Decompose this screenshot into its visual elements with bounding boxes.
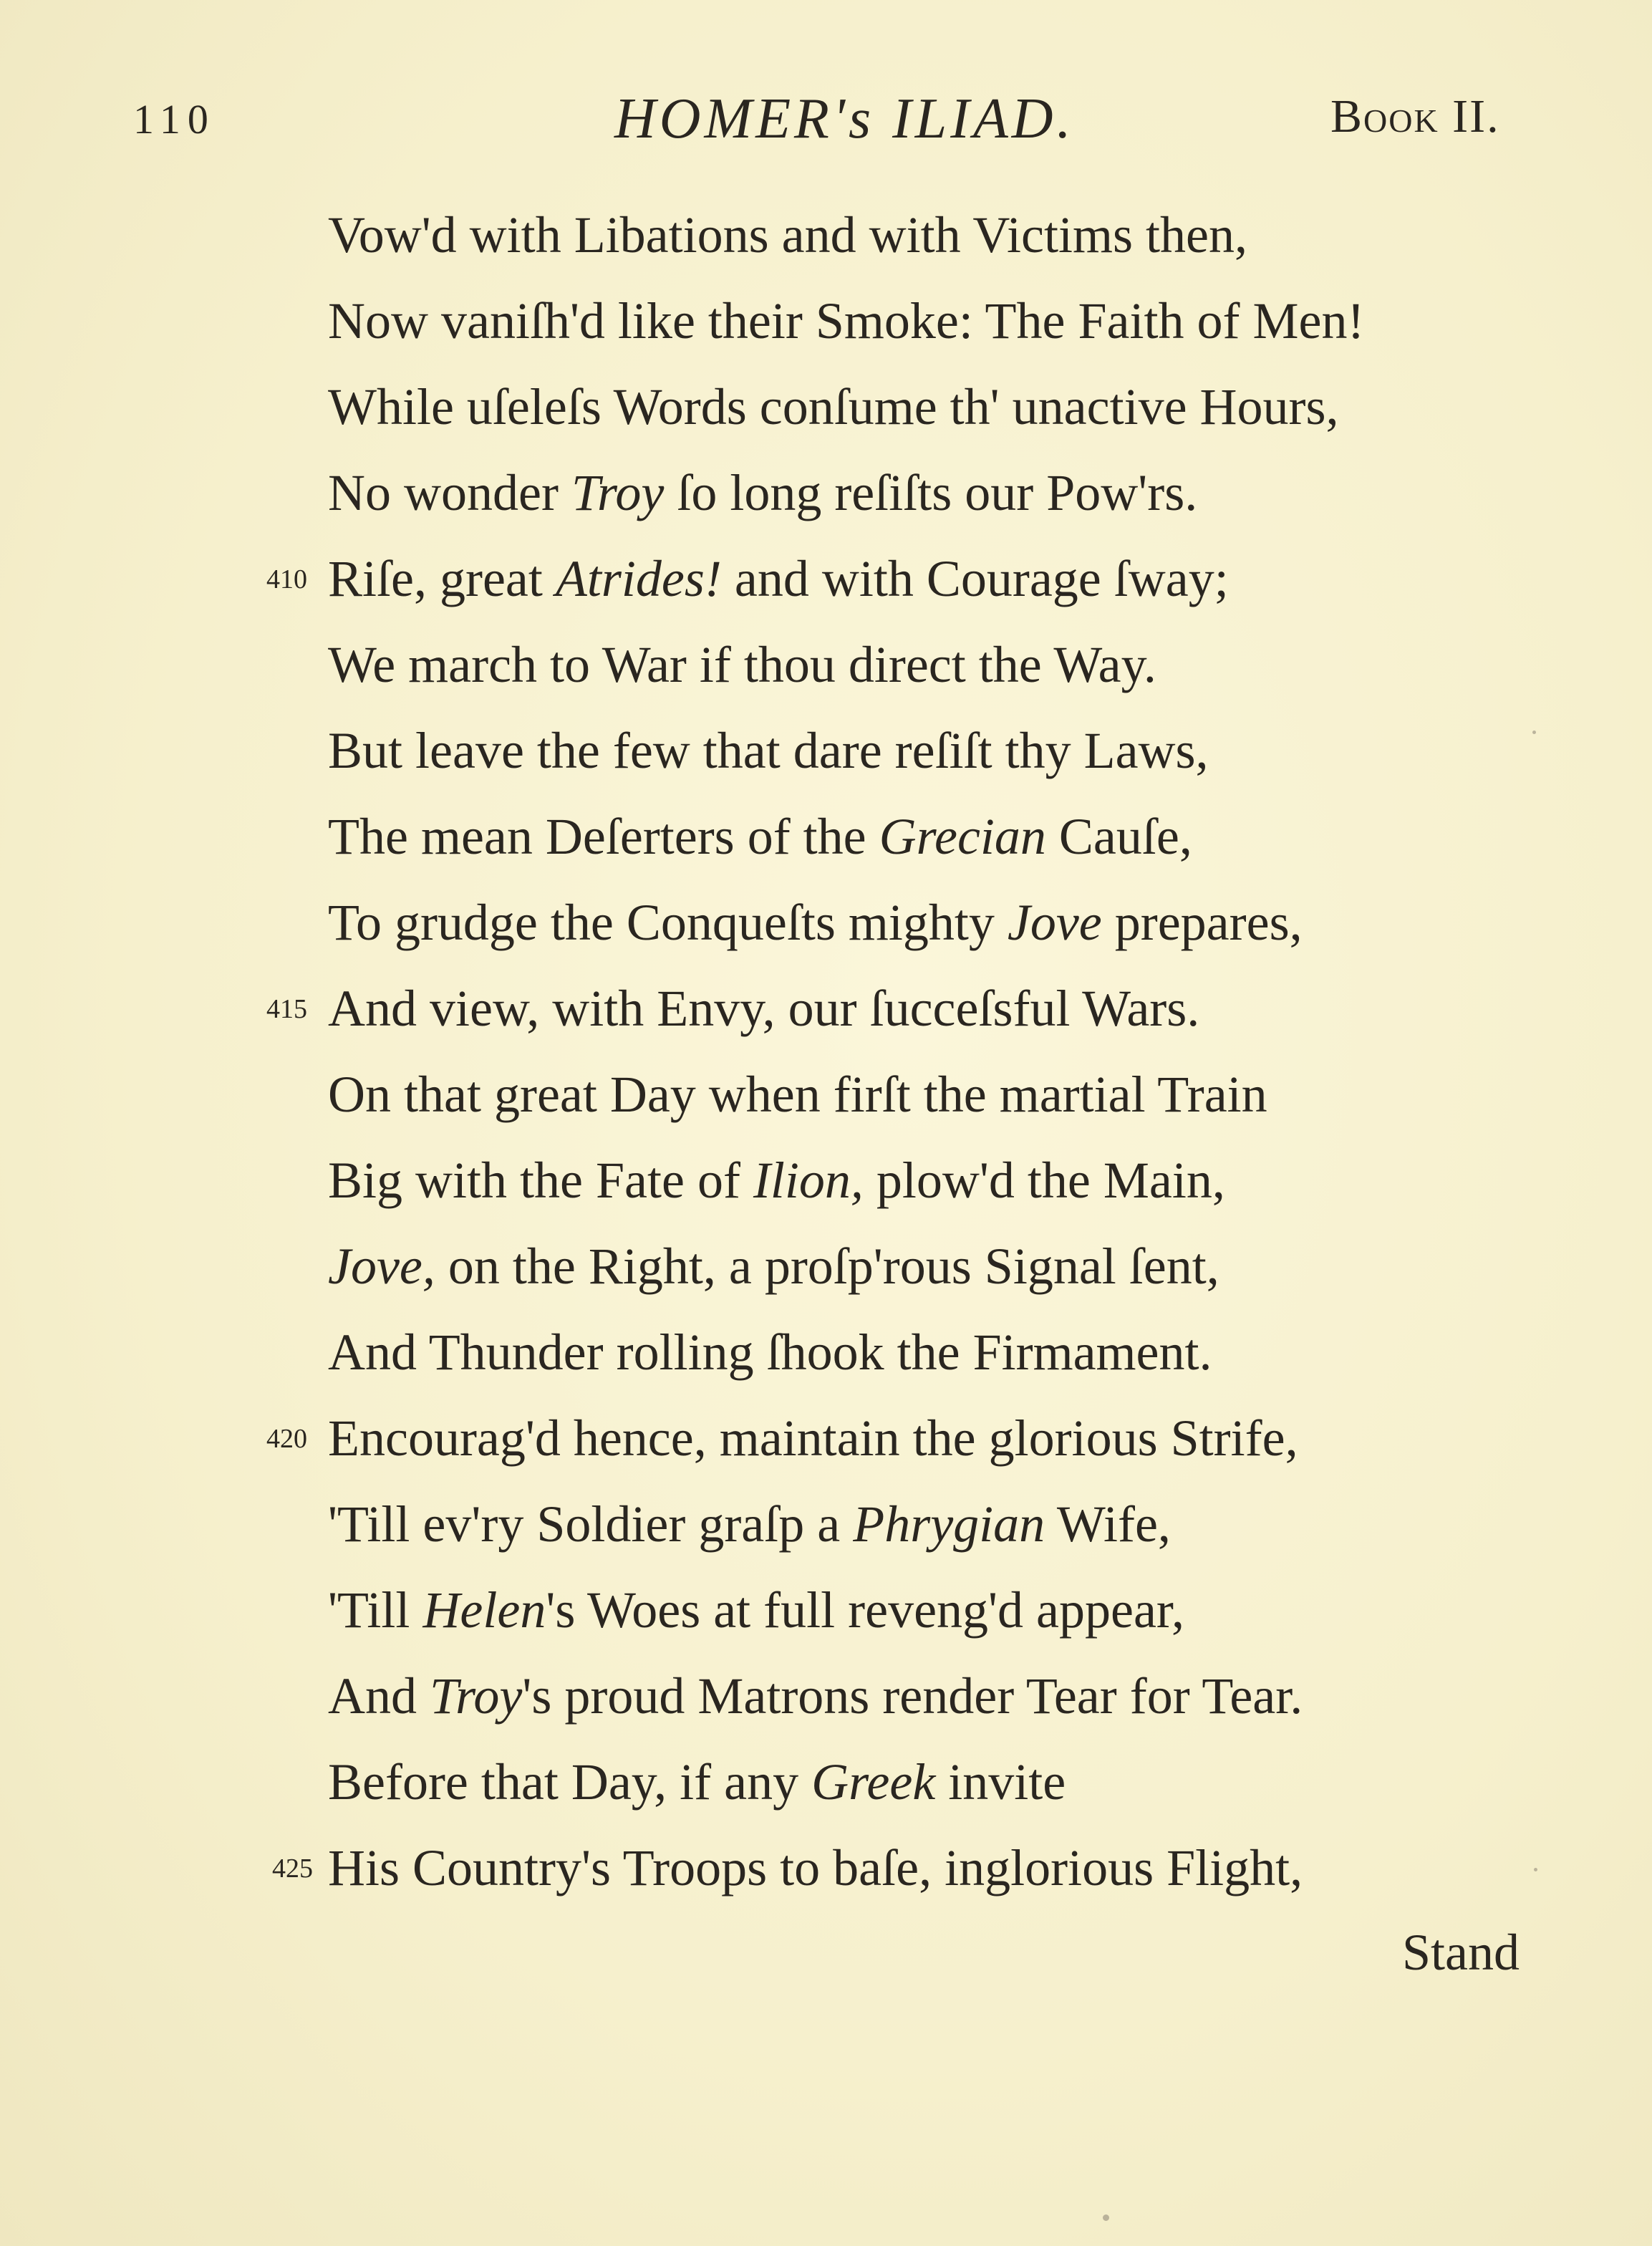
verse-text: Cauſe, — [1045, 808, 1192, 865]
verse-text: Vow'd with Libations and with Victims then, — [328, 206, 1247, 264]
verse-text: And — [328, 1667, 430, 1725]
verse-text: Now vaniſh'd like their Smoke: The Faith of Men! — [328, 292, 1365, 350]
verse-text: And view, with Envy, our ſucceſsful Wars. — [328, 980, 1200, 1037]
verse-text: His Country's Troops to baſe, inglorious Flight, — [328, 1839, 1303, 1896]
verse-line — [328, 1409, 1298, 1467]
verse-text: 's Woes at full reveng'd appear, — [546, 1581, 1184, 1639]
verse-line-number: 420 — [266, 1424, 307, 1454]
verse-italic-name: Greek — [811, 1753, 936, 1811]
verse-text: Encourag'd hence, maintain the glorious Strife, — [328, 1409, 1298, 1467]
verse-text: and with Courage ſway; — [721, 550, 1229, 607]
book-indicator: Book II. — [1330, 90, 1500, 143]
verse-line — [328, 722, 1209, 779]
verse-text: invite — [935, 1753, 1066, 1811]
paper-speck — [1534, 1868, 1537, 1871]
verse-line — [328, 292, 1365, 350]
verse-italic-name: Jove — [1007, 894, 1102, 951]
verse-line — [328, 1152, 1225, 1209]
verse-text: And Thunder rolling ſhook the Firmament. — [328, 1324, 1212, 1381]
verse-text: The mean Deſerters of the — [328, 808, 879, 865]
verse-text: prepares, — [1101, 894, 1303, 951]
verse-italic-name: Ilion, — [753, 1152, 864, 1209]
verse-text: ſo long reſiſts our Pow'rs. — [664, 464, 1198, 521]
verse-line-number: 410 — [266, 564, 307, 594]
verse-line — [328, 980, 1200, 1037]
verse-line — [328, 1066, 1267, 1123]
verse-text: We march to War if thou direct the Way. — [328, 636, 1156, 693]
verse-line — [328, 636, 1156, 693]
verse-line-number: 425 — [272, 1854, 313, 1884]
verse-line — [328, 1238, 1219, 1295]
verse-line — [328, 464, 1198, 521]
verse-italic-name: Helen — [422, 1581, 546, 1639]
verse-text: Big with the Fate of — [328, 1152, 753, 1209]
verse-line — [328, 1667, 1303, 1725]
verse-text: No wonder — [328, 464, 571, 521]
verse-line — [328, 1839, 1303, 1896]
verse-line — [328, 808, 1192, 865]
verse-text: plow'd the Main, — [863, 1152, 1225, 1209]
verse-line-number: 415 — [266, 994, 307, 1024]
verse-text: 'Till — [328, 1581, 423, 1639]
verse-line — [328, 378, 1339, 435]
verse-line — [328, 1753, 1066, 1811]
verse-italic-name: Troy — [571, 464, 665, 521]
verse-italic-name: Grecian — [879, 808, 1046, 865]
verse-italic-name: Atrides! — [555, 550, 722, 607]
page-number: 110 — [133, 96, 216, 143]
verse-text: While uſeleſs Words conſume th' unactive Hours, — [328, 378, 1339, 435]
verse-line — [328, 894, 1303, 951]
verse-text: Riſe, great — [328, 550, 556, 607]
verse-text: 'Till ev'ry Soldier graſp a — [328, 1495, 854, 1553]
verse-line — [328, 1495, 1171, 1553]
verse-text: But leave the few that dare reſiſt thy Laws, — [328, 722, 1209, 779]
verse-line — [328, 550, 1229, 607]
verse-text: on the Right, a proſp'rous Signal ſent, — [435, 1238, 1219, 1295]
running-title: HOMER's ILIAD. — [614, 87, 1075, 150]
verse-italic-name: Jove, — [328, 1238, 435, 1295]
verse-text: To grudge the Conqueſts mighty — [328, 894, 1008, 951]
verse-line — [328, 1324, 1212, 1381]
verse-italic-name: Phrygian — [853, 1495, 1045, 1553]
verse-line — [328, 1581, 1184, 1639]
catchword: Stand — [1402, 1924, 1520, 1981]
verse-text: Wife, — [1045, 1495, 1171, 1553]
paper-speck — [1103, 2214, 1109, 2221]
verse-text: On that great Day when firſt the martial Train — [328, 1066, 1267, 1123]
verse-text: 's proud Matrons render Tear for Tear. — [522, 1667, 1303, 1725]
verse-line — [328, 206, 1247, 264]
verse-italic-name: Troy — [430, 1667, 523, 1725]
paper-speck — [1532, 731, 1536, 734]
verse-text: Before that Day, if any — [328, 1753, 812, 1811]
